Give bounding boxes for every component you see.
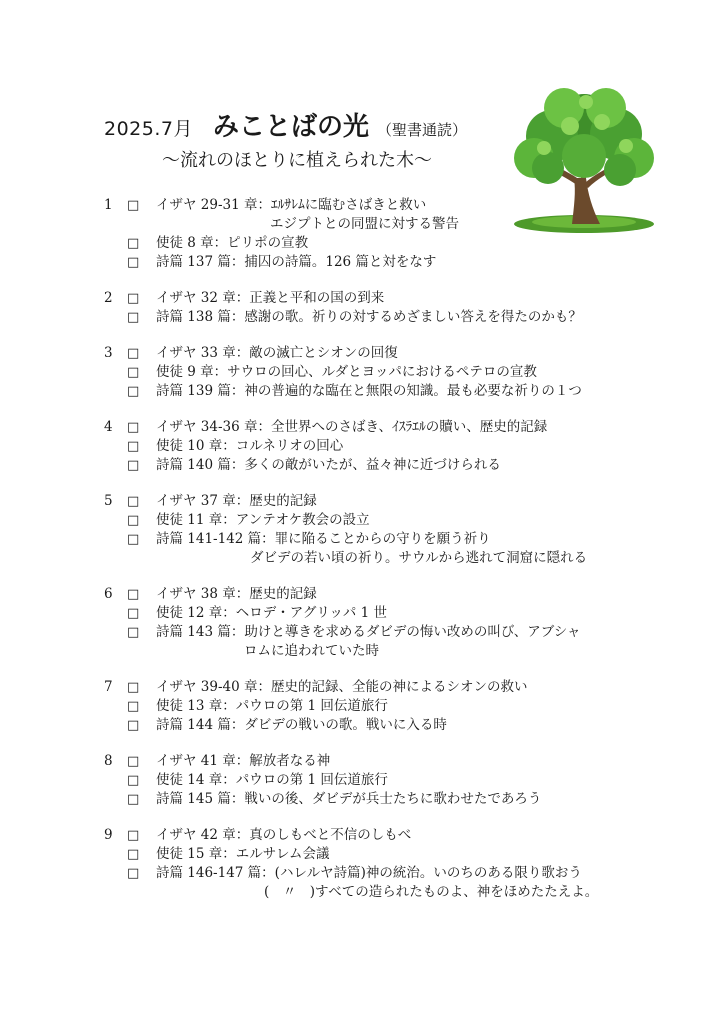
checkbox[interactable]: □ [127, 310, 140, 325]
reading-continuation: ( 〃 )すべての造られたものよ、神をほめたたえよ。 [264, 884, 599, 900]
reading-text: イザヤ 42 章：真のしもべと不信のしもべ [156, 827, 412, 843]
reading-item [0, 623, 724, 642]
title-row [104, 106, 467, 143]
spacer [0, 735, 724, 752]
reading-text: イザヤ 33 章：敵の滅亡とシオンの回復 [156, 345, 398, 361]
reading-text: イザヤ 38 章：歴史的記録 [156, 586, 317, 602]
reading-text: 詩篇 140 篇：多くの敵がいたが、益々神に近づけられる [156, 457, 501, 473]
reading-item [0, 196, 724, 215]
reading-item [0, 864, 724, 883]
checkbox[interactable]: □ [127, 198, 140, 213]
reading-text: 詩篇 146-147 篇：(ハレルヤ詩篇)神の統治。いのちのある限り歌おう [156, 865, 582, 881]
spacer [0, 809, 724, 826]
reading-text: 使徒 14 章：パウロの第 1 回伝道旅行 [156, 772, 388, 788]
checkbox[interactable]: □ [127, 699, 140, 714]
day-number: 9 [104, 827, 113, 843]
reading-item [0, 826, 724, 845]
checkbox[interactable]: □ [127, 420, 140, 435]
spacer [0, 327, 724, 344]
reading-text: 詩篇 141-142 篇：罪に陥ることからの守りを願う祈り [156, 531, 491, 547]
day-group [0, 196, 724, 272]
reading-continuation: ダビデの若い頃の祈り。サウルから逃れて洞窟に隠れる [250, 550, 588, 566]
reading-text: 使徒 12 章：ヘロデ・アグリッパ 1 世 [156, 605, 387, 621]
reading-item [0, 382, 724, 401]
checkbox[interactable]: □ [127, 236, 140, 251]
reading-item [0, 234, 724, 253]
reading-text: イザヤ 39-40 章：歴史的記録、全能の神によるシオンの救い [156, 679, 528, 695]
reading-text: イザヤ 41 章：解放者なる神 [156, 753, 331, 769]
day-number: 3 [104, 345, 113, 361]
checkbox[interactable]: □ [127, 828, 140, 843]
page-title: みことばの光 [212, 112, 369, 142]
checkbox[interactable]: □ [127, 847, 140, 862]
checkbox[interactable]: □ [127, 439, 140, 454]
reading-item [0, 456, 724, 475]
reading-continuation-line [0, 549, 724, 568]
reading-item [0, 752, 724, 771]
reading-text: 使徒 9 章：サウロの回心、ルダとヨッパにおけるペテロの宣教 [156, 364, 537, 380]
reading-text: 使徒 10 章：コルネリオの回心 [156, 438, 344, 454]
reading-continuation: ロムに追われていた時 [244, 643, 379, 659]
reading-text: 詩篇 143 篇：助けと導きを求めるダビデの悔い改めの叫び、アブシャ [156, 624, 581, 640]
reading-text: 使徒 15 章：エルサレム会議 [156, 846, 330, 862]
spacer [0, 401, 724, 418]
checkbox[interactable]: □ [127, 255, 140, 270]
reading-item [0, 308, 724, 327]
reading-item [0, 253, 724, 272]
reading-text: 詩篇 138 篇：感謝の歌。祈りの対するめざましい答えを得たのかも？ [156, 309, 582, 325]
checkbox[interactable]: □ [127, 792, 140, 807]
checkbox[interactable]: □ [127, 384, 140, 399]
checkbox[interactable]: □ [127, 866, 140, 881]
checkbox[interactable]: □ [127, 680, 140, 695]
reading-item [0, 716, 724, 735]
day-number: 8 [104, 753, 113, 769]
reading-text: 使徒 11 章：アンテオケ教会の設立 [156, 512, 370, 528]
reading-item [0, 678, 724, 697]
header [104, 106, 467, 143]
checkbox[interactable]: □ [127, 587, 140, 602]
reading-text: 詩篇 139 篇：神の普遍的な臨在と無限の知識。最も必要な祈りの１つ [156, 383, 582, 399]
reading-item [0, 845, 724, 864]
reading-item [0, 344, 724, 363]
day-number: 6 [104, 586, 113, 602]
checkbox[interactable]: □ [127, 606, 140, 621]
reading-item [0, 511, 724, 530]
checkbox[interactable]: □ [127, 513, 140, 528]
checkbox[interactable]: □ [127, 458, 140, 473]
reading-text: 詩篇 145 篇：戦いの後、ダビデが兵士たちに歌わせたであろう [156, 791, 542, 807]
day-number: 2 [104, 290, 113, 306]
month-label: 2025.7月 [104, 118, 193, 140]
reading-continuation-line [0, 642, 724, 661]
checkbox[interactable]: □ [127, 291, 140, 306]
reading-list [0, 196, 724, 902]
reading-text: 使徒 13 章：パウロの第 1 回伝道旅行 [156, 698, 388, 714]
reading-item [0, 492, 724, 511]
day-group [0, 289, 724, 327]
day-number: 4 [104, 419, 113, 435]
reading-text: イザヤ 37 章：歴史的記録 [156, 493, 317, 509]
spacer [0, 568, 724, 585]
reading-text: 詩篇 144 篇：ダビデの戦いの歌。戦いに入る時 [156, 717, 447, 733]
day-number: 7 [104, 679, 113, 695]
reading-text: 詩篇 137 篇：捕囚の詩篇。126 篇と対をなす [156, 254, 437, 270]
reading-item [0, 790, 724, 809]
checkbox[interactable]: □ [127, 718, 140, 733]
day-group [0, 492, 724, 568]
checkbox[interactable]: □ [127, 754, 140, 769]
day-group [0, 678, 724, 735]
reading-item [0, 771, 724, 790]
reading-item [0, 530, 724, 549]
reading-continuation: エジプトとの同盟に対する警告 [270, 216, 459, 232]
spacer [0, 475, 724, 492]
title-note: （聖書通読） [377, 121, 468, 139]
reading-item [0, 437, 724, 456]
reading-continuation-line [0, 883, 724, 902]
checkbox[interactable]: □ [127, 773, 140, 788]
reading-item [0, 289, 724, 308]
day-group [0, 752, 724, 809]
page-subtitle: 〜流れのほとりに植えられた木〜 [162, 150, 432, 171]
reading-continuation-line [0, 215, 724, 234]
checkbox[interactable]: □ [127, 625, 140, 640]
spacer [0, 661, 724, 678]
reading-text: イザヤ 32 章：正義と平和の国の到来 [156, 290, 385, 306]
checkbox[interactable]: □ [127, 346, 140, 361]
checkbox[interactable]: □ [127, 365, 140, 380]
day-group [0, 418, 724, 475]
reading-item [0, 697, 724, 716]
reading-text: イザヤ 29-31 章：ｴﾙｻﾚﾑに臨むさばきと救い [156, 197, 427, 213]
day-group [0, 585, 724, 661]
reading-text: イザヤ 34-36 章：全世界へのさばき、ｲｽﾗｴﾙの贖い、歴史的記録 [156, 419, 548, 435]
reading-item [0, 418, 724, 437]
day-group [0, 344, 724, 401]
day-number: 1 [104, 197, 113, 213]
reading-text: 使徒 8 章：ピリポの宣教 [156, 235, 309, 251]
checkbox[interactable]: □ [127, 494, 140, 509]
day-group [0, 826, 724, 902]
spacer [0, 272, 724, 289]
reading-item [0, 363, 724, 382]
reading-item [0, 604, 724, 623]
checkbox[interactable]: □ [127, 532, 140, 547]
reading-item [0, 585, 724, 604]
day-number: 5 [104, 493, 113, 509]
